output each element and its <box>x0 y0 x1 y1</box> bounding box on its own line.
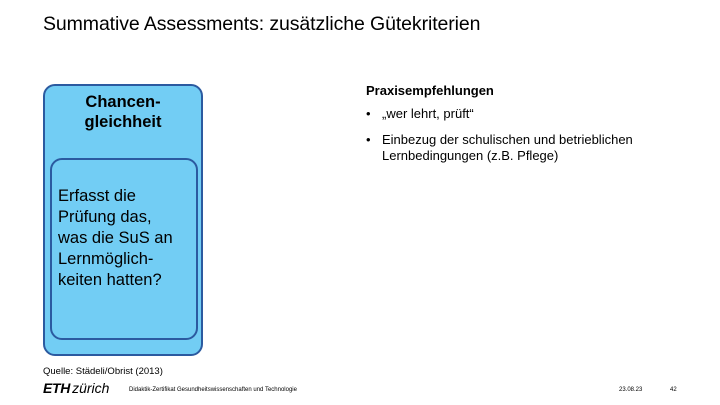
eth-logo <box>43 380 109 396</box>
recommendations-heading: Praxisempfehlungen <box>366 83 494 98</box>
footer-title: Didaktik-Zertifikat Gesundheitswissenschaften und Technologie <box>129 387 297 393</box>
inner-text-line-2: Prüfung das, <box>58 208 152 226</box>
list-item-text: Einbezug der schulischen und betrieblichen Lernbedingungen (z.B. Pflege) <box>382 132 633 163</box>
list-item <box>366 132 696 164</box>
outer-heading-line-1: Chancen- <box>85 93 161 111</box>
recommendations-list <box>366 106 696 174</box>
list-item <box>366 106 696 122</box>
inner-text-line-4: Lernmöglich- <box>58 250 154 268</box>
bullet-icon: • <box>366 132 371 147</box>
slide-title: Summative Assessments: zusätzliche Gütekriterien <box>43 13 481 35</box>
inner-concept-box <box>50 158 198 340</box>
outer-box-heading <box>45 92 201 132</box>
inner-text-line-3: was die SuS an <box>58 229 173 247</box>
page-number: 42 <box>670 387 677 393</box>
footer-date: 23.08.23 <box>619 387 643 393</box>
source-citation: Quelle: Städeli/Obrist (2013) <box>43 366 163 377</box>
logo-zurich: zürich <box>72 380 110 396</box>
bullet-icon: • <box>366 106 371 121</box>
inner-text-line-5: keiten hatten? <box>58 271 162 289</box>
outer-heading-line-2: gleichheit <box>84 113 162 131</box>
logo-eth: ETH <box>43 380 71 396</box>
inner-text-line-1: Erfasst die <box>58 187 136 205</box>
inner-box-text <box>58 186 173 291</box>
list-item-text: „wer lehrt, prüft“ <box>382 106 474 121</box>
